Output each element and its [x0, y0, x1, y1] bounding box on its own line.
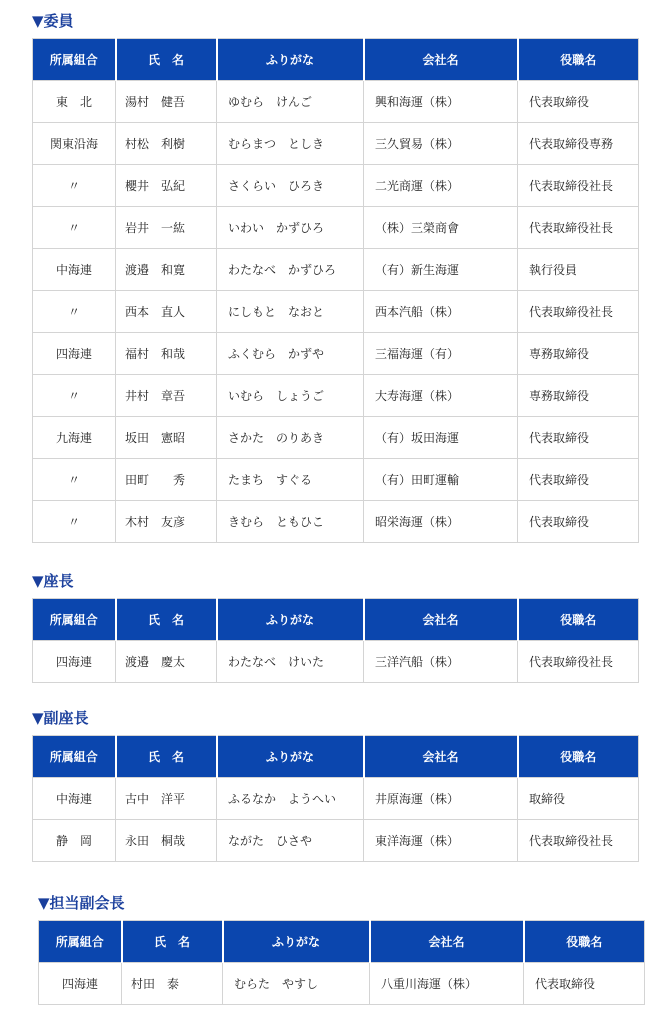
cell-union: 四海連 — [33, 641, 116, 683]
cell-role: 代表取締役社長 — [518, 207, 639, 249]
members-table — [32, 38, 639, 543]
header-name: 氏 名 — [116, 39, 217, 81]
cell-company: （有）田町運輸 — [364, 459, 518, 501]
cell-union: 〃 — [33, 207, 116, 249]
chair-table — [32, 598, 639, 683]
section-title: ▼担当副会長 — [38, 894, 125, 912]
cell-name: 渡邉 和寛 — [116, 249, 217, 291]
cell-kana: むらた やすし — [223, 963, 370, 1005]
table-row — [33, 333, 639, 375]
cell-kana: いわい かずひろ — [217, 207, 364, 249]
header-name: 氏 名 — [116, 599, 217, 641]
cell-company: 二光商運（株） — [364, 165, 518, 207]
cell-company: （株）三榮商會 — [364, 207, 518, 249]
table-row — [33, 501, 639, 543]
section-title: ▼委員 — [32, 12, 74, 30]
header-name: 氏 名 — [122, 921, 223, 963]
cell-name: 西本 直人 — [116, 291, 217, 333]
cell-name: 坂田 憲昭 — [116, 417, 217, 459]
cell-name: 福村 和哉 — [116, 333, 217, 375]
cell-role: 代表取締役 — [518, 459, 639, 501]
cell-name: 木村 友彦 — [116, 501, 217, 543]
cell-role: 代表取締役 — [524, 963, 645, 1005]
section-title: ▼副座長 — [32, 709, 89, 727]
header-role: 役職名 — [518, 736, 639, 778]
cell-role: 代表取締役社長 — [518, 820, 639, 862]
cell-name: 永田 桐哉 — [116, 820, 217, 862]
cell-role: 代表取締役社長 — [518, 291, 639, 333]
section-vice-chair — [32, 707, 639, 862]
header-kana: ふりがな — [223, 921, 370, 963]
cell-kana: ふるなか ようへい — [217, 778, 364, 820]
table-header-row — [33, 736, 639, 778]
header-kana: ふりがな — [217, 39, 364, 81]
cell-name: 村田 泰 — [122, 963, 223, 1005]
cell-name: 井村 章吾 — [116, 375, 217, 417]
table-header-row — [39, 921, 645, 963]
cell-union: 関東沿海 — [33, 123, 116, 165]
cell-kana: ふくむら かずや — [217, 333, 364, 375]
cell-kana: にしもと なおと — [217, 291, 364, 333]
cell-union: 中海連 — [33, 778, 116, 820]
cell-name: 岩井 一紘 — [116, 207, 217, 249]
cell-name: 湯村 健吾 — [116, 81, 217, 123]
header-company: 会社名 — [370, 921, 524, 963]
section-committee-members — [32, 10, 639, 543]
cell-company: 興和海運（株） — [364, 81, 518, 123]
table-row — [39, 963, 645, 1005]
table-row — [33, 249, 639, 291]
cell-kana: さかた のりあき — [217, 417, 364, 459]
vice-chair-table — [32, 735, 639, 862]
table-header-row — [33, 39, 639, 81]
cell-role: 代表取締役社長 — [518, 165, 639, 207]
cell-name: 古中 洋平 — [116, 778, 217, 820]
table-row — [33, 641, 639, 683]
cell-kana: たまち すぐる — [217, 459, 364, 501]
cell-company: 東洋海運（株） — [364, 820, 518, 862]
header-union: 所属組合 — [39, 921, 122, 963]
table-row — [33, 291, 639, 333]
cell-kana: わたなべ かずひろ — [217, 249, 364, 291]
cell-company: （有）新生海運 — [364, 249, 518, 291]
cell-name: 渡邉 慶太 — [116, 641, 217, 683]
header-role: 役職名 — [518, 39, 639, 81]
cell-role: 代表取締役社長 — [518, 641, 639, 683]
cell-union: 四海連 — [39, 963, 122, 1005]
cell-kana: いむら しょうご — [217, 375, 364, 417]
cell-union: 九海連 — [33, 417, 116, 459]
table-row — [33, 417, 639, 459]
header-company: 会社名 — [364, 599, 518, 641]
cell-company: （有）坂田海運 — [364, 417, 518, 459]
table-row — [33, 123, 639, 165]
table-row — [33, 778, 639, 820]
table-row — [33, 375, 639, 417]
cell-kana: むらまつ としき — [217, 123, 364, 165]
header-kana: ふりがな — [217, 736, 364, 778]
header-name: 氏 名 — [116, 736, 217, 778]
cell-company: 三洋汽船（株） — [364, 641, 518, 683]
table-row — [33, 165, 639, 207]
table-row — [33, 207, 639, 249]
header-company: 会社名 — [364, 736, 518, 778]
cell-name: 村松 利樹 — [116, 123, 217, 165]
cell-union: 四海連 — [33, 333, 116, 375]
cell-kana: ながた ひさや — [217, 820, 364, 862]
cell-union: 東 北 — [33, 81, 116, 123]
cell-role: 代表取締役専務 — [518, 123, 639, 165]
table-row — [33, 820, 639, 862]
cell-union: 中海連 — [33, 249, 116, 291]
cell-kana: わたなべ けいた — [217, 641, 364, 683]
cell-role: 代表取締役 — [518, 501, 639, 543]
cell-company: 大寿海運（株） — [364, 375, 518, 417]
header-union: 所属組合 — [33, 599, 116, 641]
cell-union: 静 岡 — [33, 820, 116, 862]
header-kana: ふりがな — [217, 599, 364, 641]
cell-role: 専務取締役 — [518, 333, 639, 375]
cell-role: 専務取締役 — [518, 375, 639, 417]
cell-kana: ゆむら けんご — [217, 81, 364, 123]
section-vice-president — [38, 892, 645, 1005]
cell-company: 井原海運（株） — [364, 778, 518, 820]
table-row — [33, 459, 639, 501]
table-header-row — [33, 599, 639, 641]
cell-kana: きむら ともひこ — [217, 501, 364, 543]
cell-role: 取締役 — [518, 778, 639, 820]
header-union: 所属組合 — [33, 736, 116, 778]
cell-union: 〃 — [33, 291, 116, 333]
cell-union: 〃 — [33, 375, 116, 417]
cell-role: 代表取締役 — [518, 81, 639, 123]
cell-company: 昭栄海運（株） — [364, 501, 518, 543]
cell-union: 〃 — [33, 459, 116, 501]
section-chair — [32, 570, 639, 683]
cell-company: 西本汽船（株） — [364, 291, 518, 333]
header-role: 役職名 — [518, 599, 639, 641]
cell-union: 〃 — [33, 165, 116, 207]
vice-president-table — [38, 920, 645, 1005]
header-role: 役職名 — [524, 921, 645, 963]
cell-role: 執行役員 — [518, 249, 639, 291]
cell-company: 三久貿易（株） — [364, 123, 518, 165]
section-title: ▼座長 — [32, 572, 74, 590]
header-company: 会社名 — [364, 39, 518, 81]
cell-kana: さくらい ひろき — [217, 165, 364, 207]
cell-union: 〃 — [33, 501, 116, 543]
cell-role: 代表取締役 — [518, 417, 639, 459]
cell-name: 櫻井 弘紀 — [116, 165, 217, 207]
header-union: 所属組合 — [33, 39, 116, 81]
cell-company: 八重川海運（株） — [370, 963, 524, 1005]
cell-company: 三福海運（有） — [364, 333, 518, 375]
cell-name: 田町 秀 — [116, 459, 217, 501]
table-row — [33, 81, 639, 123]
